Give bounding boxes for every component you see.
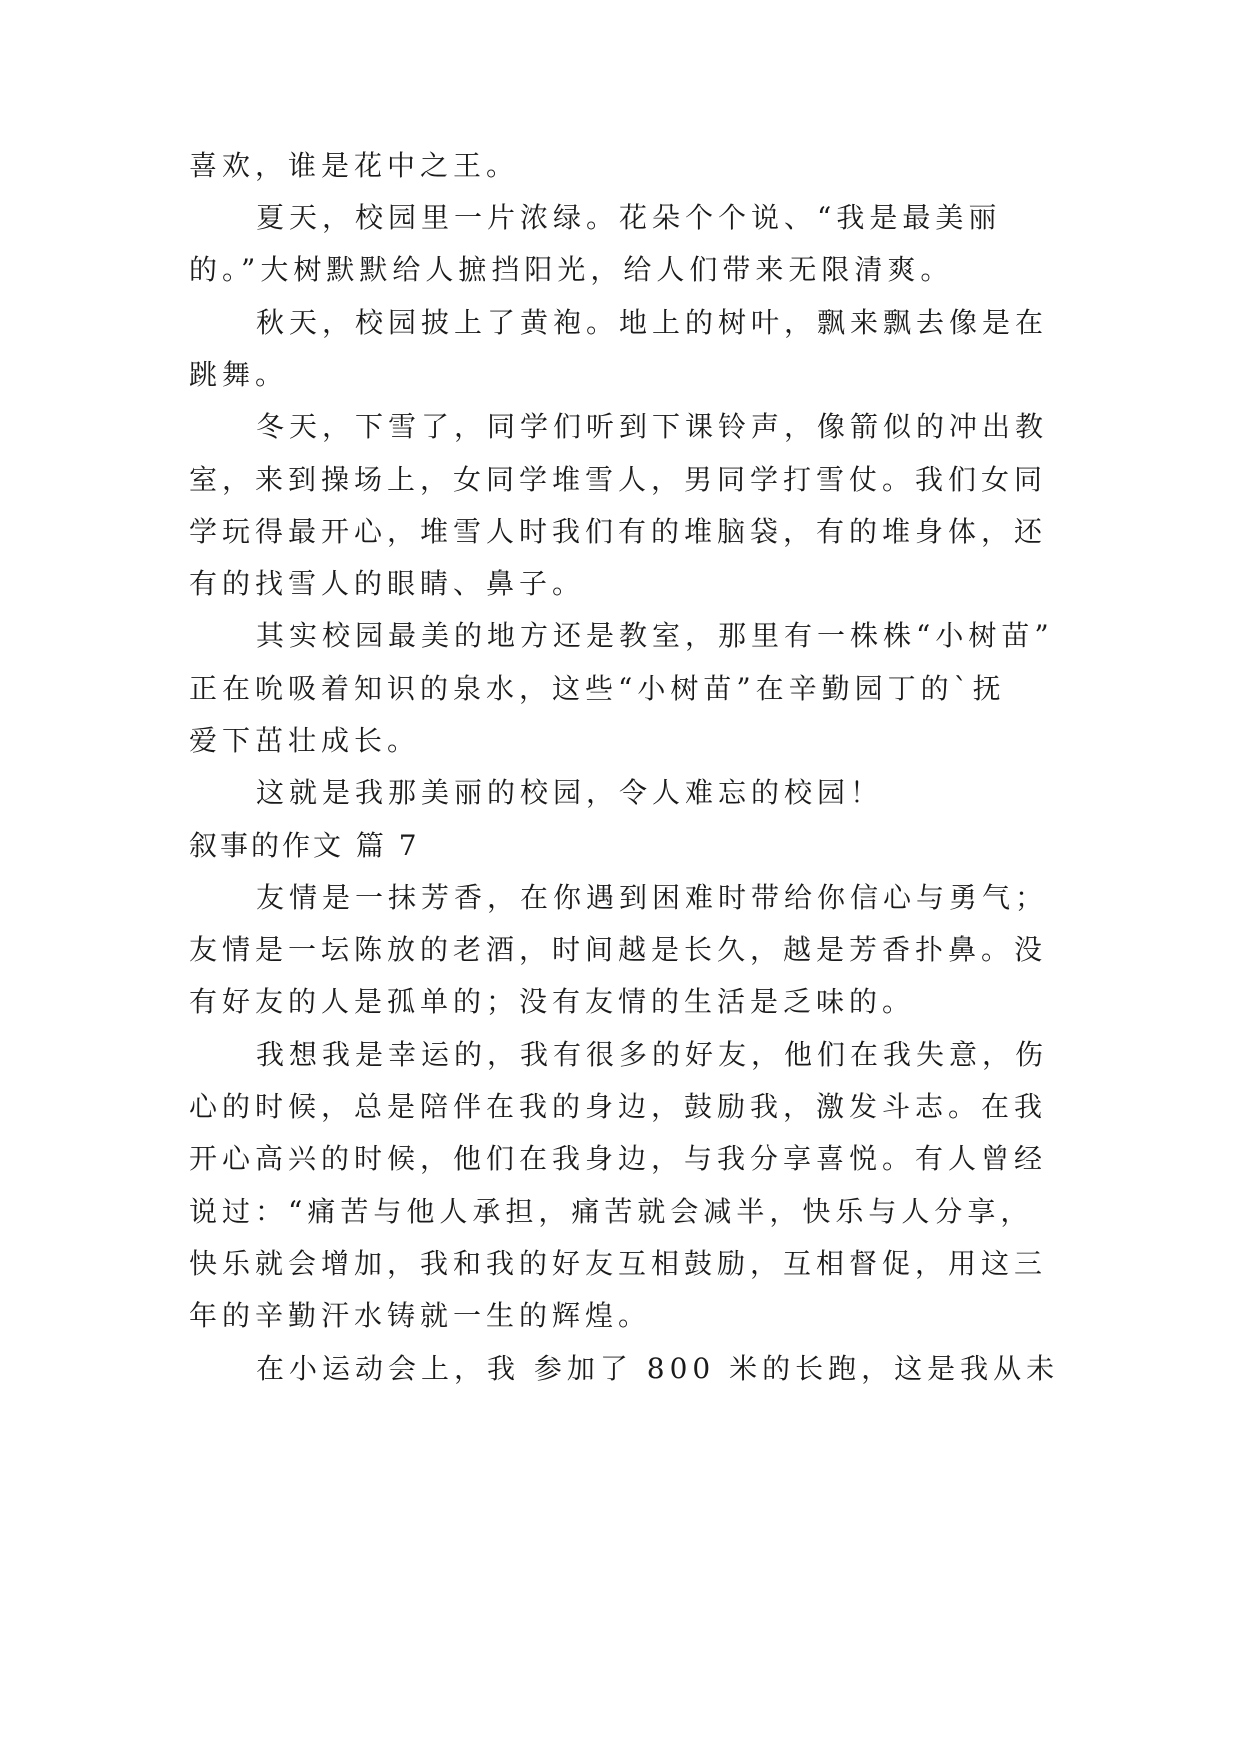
text-line: 开心高兴的时候，他们在我身边，与我分享喜悦。有人曾经 [189, 1142, 1048, 1175]
text-line: 的。”大树默默给人摭挡阳光，给人们带来无限清爽。 [189, 253, 954, 286]
paragraph-first-line: 在小运动会上，我 参加了 800 米的长跑，这是我从未 [256, 1352, 1060, 1385]
text-line: 说过：“痛苦与他人承担，痛苦就会减半，快乐与人分享， [189, 1195, 1034, 1228]
paragraph-first-line: 这就是我那美丽的校园，令人难忘的校园！ [256, 776, 884, 809]
text-line: 跳舞。 [189, 358, 289, 391]
section-heading: 叙事的作文 篇 7 [189, 829, 420, 862]
paragraph-first-line: 我想我是幸运的，我有很多的好友，他们在我失意，伤 [256, 1038, 1049, 1071]
text-line: 年的辛勤汗水铸就一生的辉煌。 [189, 1299, 652, 1332]
text-line: 有好友的人是孤单的；没有友情的生活是乏味的。 [189, 985, 916, 1018]
paragraph-first-line: 其实校园最美的地方还是教室，那里有一株株“小树苗” [256, 619, 1054, 652]
paragraph-first-line: 夏天，校园里一片浓绿。花朵个个说、“我是最美丽 [256, 201, 1002, 234]
paragraph-first-line: 友情是一抹芳香，在你遇到困难时带给你信心与勇气； [256, 881, 1049, 914]
paragraph-first-line: 冬天，下雪了，同学们听到下课铃声，像箭似的冲出教 [256, 410, 1049, 443]
text-line: 心的时候，总是陪伴在我的身边，鼓励我，激发斗志。在我 [189, 1090, 1048, 1123]
text-line: 学玩得最开心，堆雪人时我们有的堆脑袋，有的堆身体，还 [189, 515, 1048, 548]
text-line: 快乐就会增加，我和我的好友互相鼓励，互相督促，用这三 [189, 1247, 1048, 1280]
paragraph-first-line: 秋天，校园披上了黄袍。地上的树叶，飘来飘去像是在 [256, 306, 1049, 339]
text-line: 友情是一坛陈放的老酒，时间越是长久，越是芳香扑鼻。没 [189, 933, 1048, 966]
text-line: 喜欢，谁是花中之王。 [189, 149, 520, 182]
text-line: 室，来到操场上，女同学堆雪人，男同学打雪仗。我们女同 [189, 463, 1048, 496]
text-line: 正在吮吸着知识的泉水，这些“小树苗”在辛勤园丁的`抚 [189, 672, 1006, 705]
text-line: 有的找雪人的眼睛、鼻子。 [189, 567, 586, 600]
text-line: 爱下茁壮成长。 [189, 724, 421, 757]
